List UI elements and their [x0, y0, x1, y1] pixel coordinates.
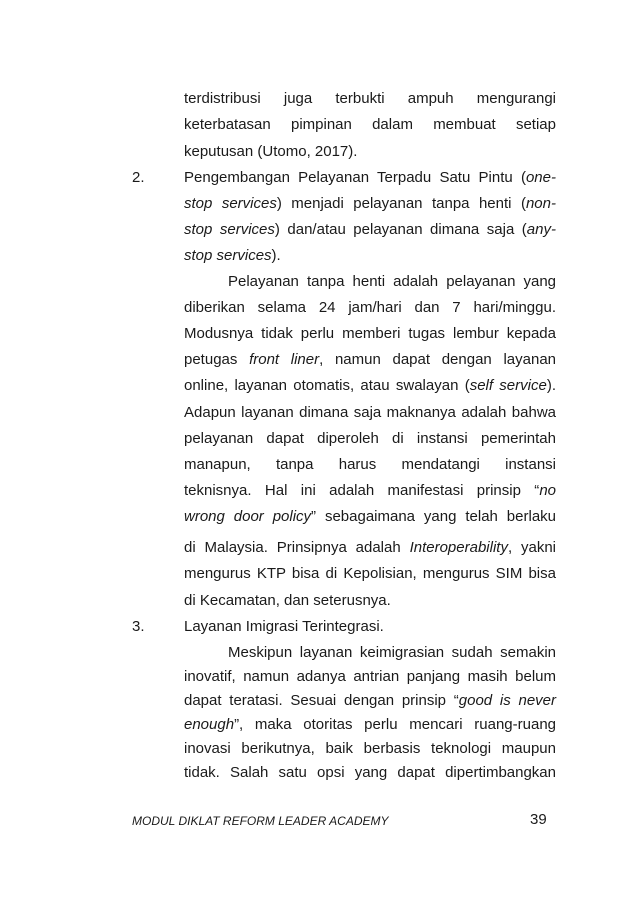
italic-term: self service — [469, 377, 547, 394]
italic-term: no — [539, 482, 556, 499]
text-line: pelayanan dapat diperoleh di instansi pemerintah — [184, 430, 556, 447]
italic-term: good is never — [458, 692, 556, 709]
italic-term: non- — [525, 195, 556, 212]
italic-term: stop services — [184, 195, 277, 212]
text-line: dapat teratasi. Sesuai dengan prinsip “good is never — [184, 692, 556, 709]
text-line: Modusnya tidak perlu memberi tugas lembur kepada — [184, 325, 556, 342]
italic-term: enough — [184, 716, 235, 733]
text-line: Layanan Imigrasi Terintegrasi. — [184, 618, 384, 635]
text-line: wrong door policy” sebagaimana yang telah berlaku — [184, 508, 556, 525]
list-number-3: 3. — [132, 618, 145, 635]
text-line: Adapun layanan dimana saja maknanya adalah bahwa — [184, 404, 556, 421]
italic-term: stop services — [184, 247, 272, 264]
text-line: stop services). — [184, 247, 281, 264]
list-number-2: 2. — [132, 169, 145, 186]
text-line: keterbatasan pimpinan dalam membuat setiap — [184, 116, 556, 133]
text-line: petugas front liner, namun dapat dengan layanan — [184, 351, 556, 368]
text-line: manapun, tanpa harus mendatangi instansi — [184, 456, 556, 473]
text-line: online, layanan otomatis, atau swalayan (self service). — [184, 377, 556, 394]
italic-term: one- — [525, 169, 556, 186]
text-line: mengurus KTP bisa di Kepolisian, mengurus SIM bisa — [184, 565, 556, 582]
italic-term: front liner — [249, 351, 320, 368]
text-line: di Malaysia. Prinsipnya adalah Interoperability, yakni — [184, 539, 556, 556]
text-line: di Kecamatan, dan seterusnya. — [184, 592, 391, 609]
text-line: inovasi berikutnya, baik berbasis teknologi maupun — [184, 740, 556, 757]
page-number: 39 — [530, 811, 547, 828]
italic-term: Interoperability — [409, 539, 508, 556]
text-line: terdistribusi juga terbukti ampuh mengurangi — [184, 90, 556, 107]
text-line: Pelayanan tanpa henti adalah pelayanan yang — [228, 273, 556, 290]
text-line: Pengembangan Pelayanan Terpadu Satu Pintu (one- — [184, 169, 556, 186]
italic-term: stop services — [184, 221, 275, 238]
footer-title: MODUL DIKLAT REFORM LEADER ACADEMY — [132, 814, 389, 828]
text-line: stop services) menjadi pelayanan tanpa henti (non- — [184, 195, 556, 212]
text-line: keputusan (Utomo, 2017). — [184, 143, 358, 160]
text-line: teknisnya. Hal ini adalah manifestasi prinsip “no — [184, 482, 556, 499]
italic-term: any- — [526, 221, 556, 238]
text-line: diberikan selama 24 jam/hari dan 7 hari/minggu. — [184, 299, 556, 316]
italic-term: wrong door policy — [184, 508, 312, 525]
text-line: inovatif, namun adanya antrian panjang masih belum — [184, 668, 556, 685]
text-line: Meskipun layanan keimigrasian sudah semakin — [228, 644, 556, 661]
text-line: enough”, maka otoritas perlu mencari ruang-ruang — [184, 716, 556, 733]
text-line: stop services) dan/atau pelayanan dimana saja (any- — [184, 221, 556, 238]
text-line: tidak. Salah satu opsi yang dapat dipertimbangkan — [184, 764, 556, 781]
